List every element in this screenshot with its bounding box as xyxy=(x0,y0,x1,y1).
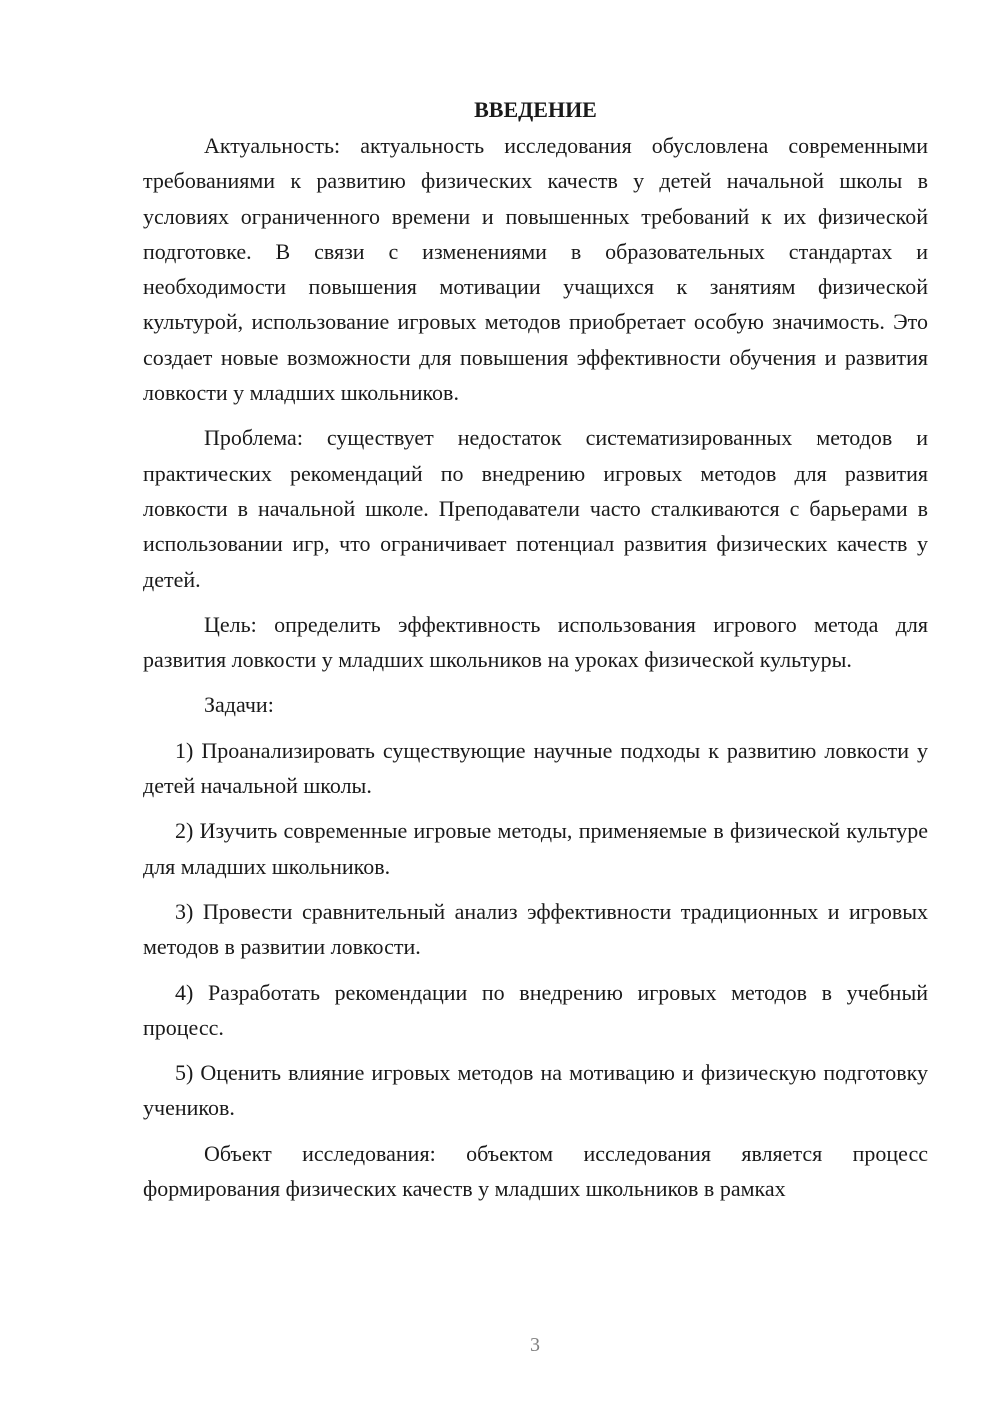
task-item: 5) Оценить влияние игровых методов на мотивацию и физическую подготовку учеников. xyxy=(143,1060,928,1121)
object-paragraph: Объект исследования: объектом исследования является процесс формирования физических качеств у младших школьников в рамках xyxy=(143,1140,928,1202)
task-item: 2) Изучить современные игровые методы, применяемые в физической культуре для младших школьников. xyxy=(143,818,928,879)
goal-paragraph: Цель: определить эффективность использования игрового метода для развития ловкости у младших школьников на уроках физической культуры. xyxy=(143,611,928,673)
section-title: ВВЕДЕНИЕ xyxy=(474,97,597,122)
page-content xyxy=(143,92,928,1206)
page-number: 3 xyxy=(530,1334,540,1356)
tasks-heading: Задачи: xyxy=(204,692,274,718)
task-item: 3) Провести сравнительный анализ эффективности традиционных и игровых методов в развитии ловкости. xyxy=(143,898,928,960)
relevance-paragraph: Актуальность: актуальность исследования обусловлена современными требованиями к развитию физических качеств у детей начальной школы в условиях ограниченного времени и повышенных требований к их физической подготовке. В связи с изменениями в образовательных стандартах и необходимости повышения мотивации учащихся к занятиям физической культурой, использование игровых методов приобретает особую значимость. Это создает новые возможности для повышения эффективности обучения и развития ловкости у младших школьников. xyxy=(143,133,928,406)
problem-paragraph: Проблема: существует недостаток систематизированных методов и практических рекомендаций по внедрению игровых методов для развития ловкости в начальной школе. Преподаватели часто сталкиваются с барьерами в использовании игр, что ограничивает потенциал развития физических качеств у детей. xyxy=(143,425,928,592)
task-item: 1) Проанализировать существующие научные подходы к развитию ловкости у детей начальной школы. xyxy=(143,737,928,799)
task-item: 4) Разработать рекомендации по внедрению игровых методов в учебный процесс. xyxy=(143,979,928,1040)
